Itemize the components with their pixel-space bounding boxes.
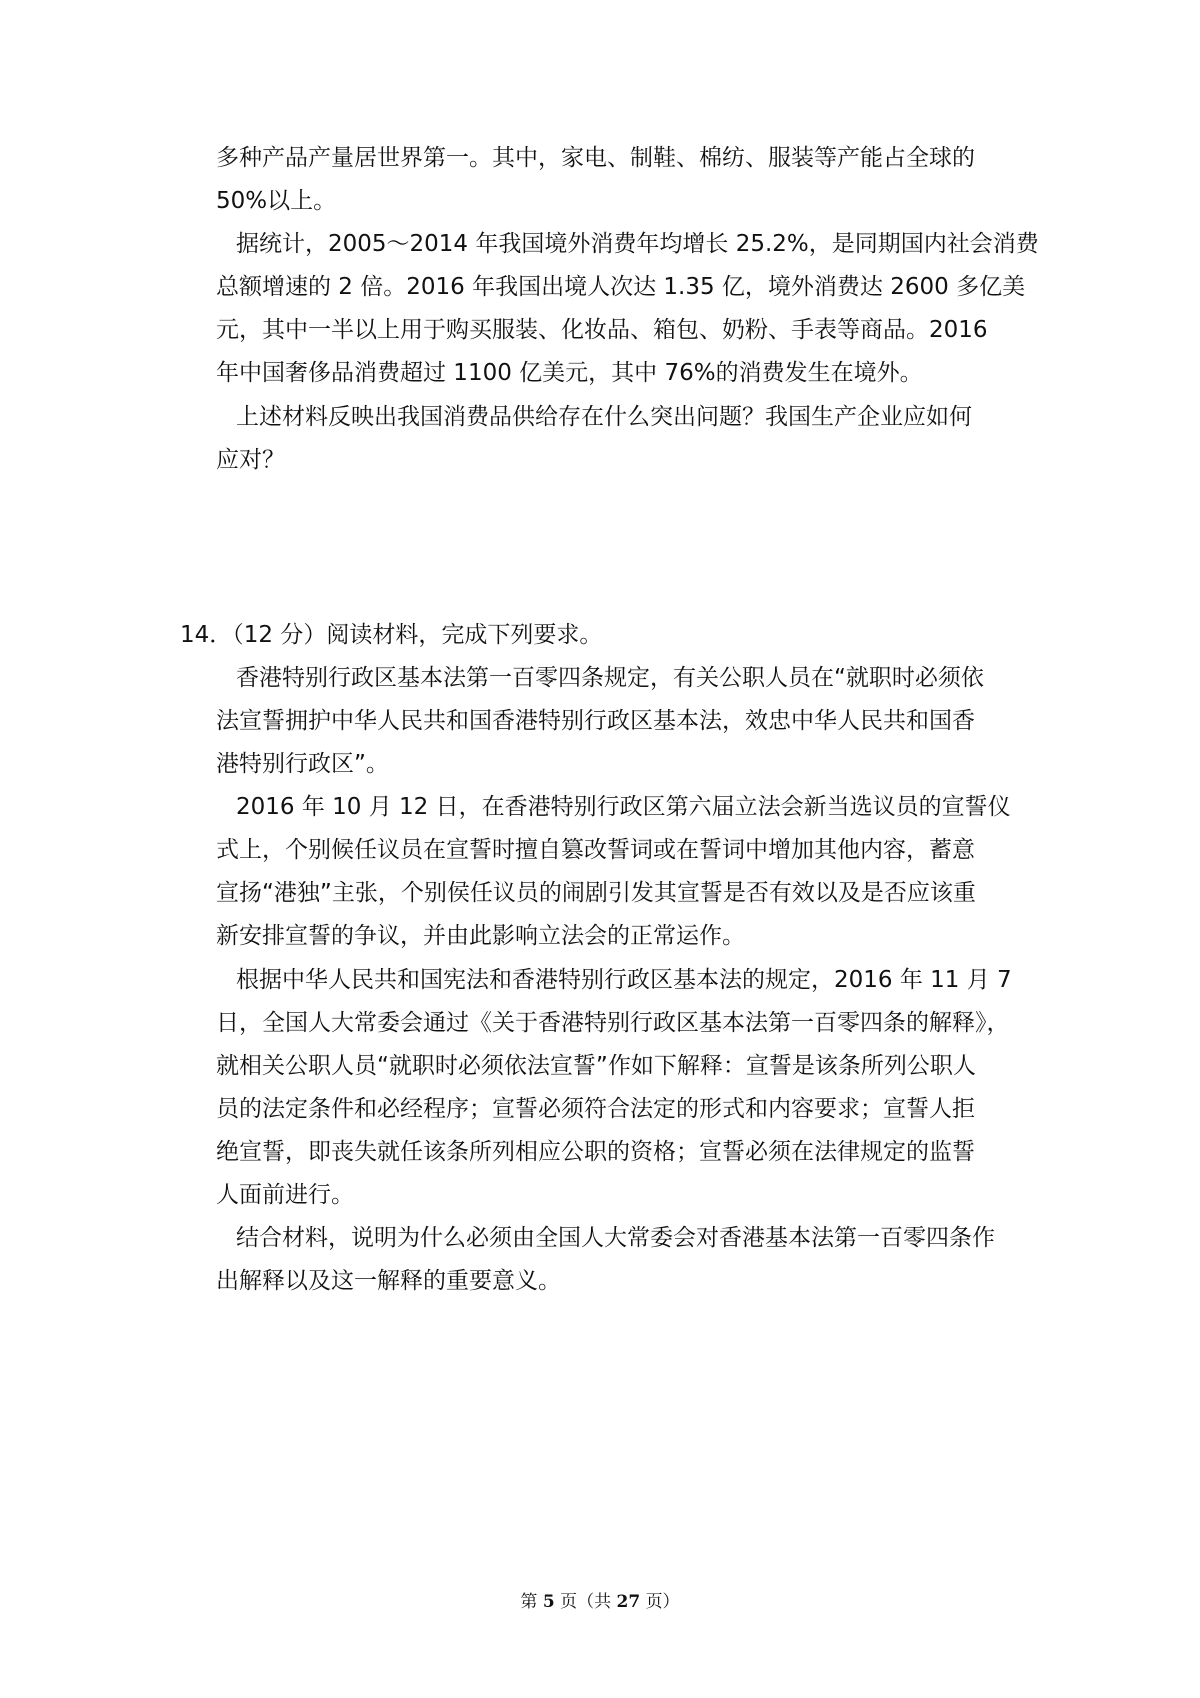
q14-prompt-line: 结合材料，说明为什么必须由全国人大常委会对香港基本法第一百零四条作 xyxy=(236,1225,995,1251)
q14-para-3-line: 就相关公职人员“就职时必须依法宣誓”作如下解释：宣誓是该条所列公职人 xyxy=(216,1053,976,1079)
q14-para-2-line: 式上，个别候任议员在宣誓时擅自篡改誓词或在誓词中增加其他内容，蓄意 xyxy=(216,837,975,863)
q14-para-2-line: 宣扬“港独”主张，个别侯任议员的闹剧引发其宣誓是否有效以及是否应该重 xyxy=(216,880,976,906)
q14-para-3-line: 人面前进行。 xyxy=(216,1182,354,1208)
q14-para-1-line: 港特别行政区”。 xyxy=(216,751,389,777)
q14-para-2-line: 新安排宣誓的争议，并由此影响立法会的正常运作。 xyxy=(216,923,745,949)
passage-1-line: 多种产品产量居世界第一。其中，家电、制鞋、棉纺、服装等产能占全球的 xyxy=(216,145,975,171)
q14-para-3-line: 根据中华人民共和国宪法和香港特别行政区基本法的规定，2016 年 11 月 7 xyxy=(236,967,1012,993)
footer-prefix: 第 xyxy=(520,1592,538,1612)
q14-para-1-line: 法宣誓拥护中华人民共和国香港特别行政区基本法，效忠中华人民共和国香 xyxy=(216,708,975,734)
question-14-heading: 14．（12 分）阅读材料，完成下列要求。 xyxy=(180,622,603,648)
q14-para-2-line: 2016 年 10 月 12 日，在香港特别行政区第六届立法会新当选议员的宣誓仪 xyxy=(236,794,1011,820)
passage-2-line: 年中国奢侈品消费超过 1100 亿美元，其中 76%的消费发生在境外。 xyxy=(216,360,923,386)
q14-prompt-line: 出解释以及这一解释的重要意义。 xyxy=(216,1268,561,1294)
passage-1-line: 50%以上。 xyxy=(216,188,337,214)
footer-suffix: 页） xyxy=(645,1592,680,1612)
total-page-count: 27 xyxy=(616,1592,641,1612)
prompt-line: 应对？ xyxy=(216,447,285,473)
prompt-line: 上述材料反映出我国消费品供给存在什么突出问题？我国生产企业应如何 xyxy=(236,404,972,430)
page-footer xyxy=(0,1590,1200,1614)
passage-2-line: 元，其中一半以上用于购买服装、化妆品、箱包、奶粉、手表等商品。2016 xyxy=(216,317,988,343)
current-page-number: 5 xyxy=(542,1592,555,1612)
q14-para-1-line: 香港特别行政区基本法第一百零四条规定，有关公职人员在“就职时必须依 xyxy=(236,665,984,691)
footer-middle: 页（共 xyxy=(560,1592,612,1612)
q14-para-3-line: 员的法定条件和必经程序；宣誓必须符合法定的形式和内容要求；宣誓人拒 xyxy=(216,1096,975,1122)
passage-2-line: 总额增速的 2 倍。2016 年我国出境人次达 1.35 亿，境外消费达 2600 多亿美 xyxy=(216,274,1026,300)
passage-2-line: 据统计，2005～2014 年我国境外消费年均增长 25.2%，是同期国内社会消费 xyxy=(236,231,1039,257)
q14-para-3-line: 日，全国人大常委会通过《关于香港特别行政区基本法第一百零四条的解释》， xyxy=(216,1010,1010,1036)
q14-para-3-line: 绝宣誓，即丧失就任该条所列相应公职的资格；宣誓必须在法律规定的监誓 xyxy=(216,1139,975,1165)
